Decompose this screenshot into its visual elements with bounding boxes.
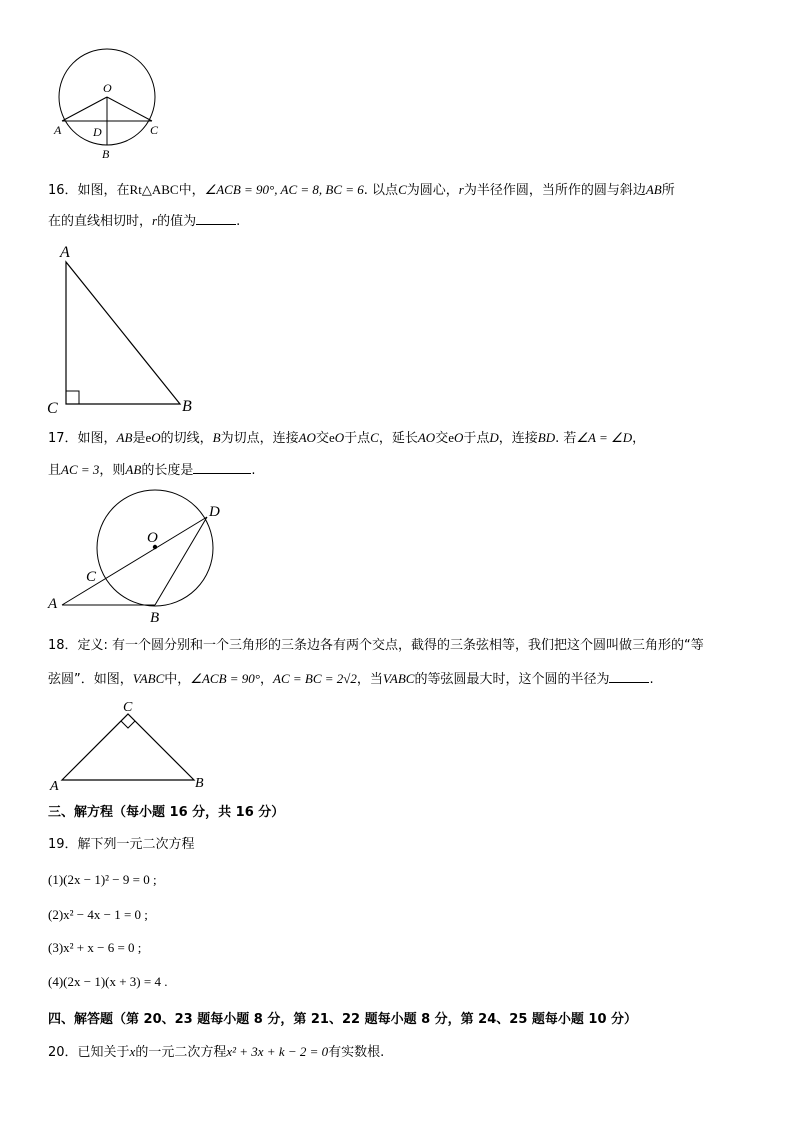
label-a: A xyxy=(48,596,58,612)
q19-eq1: (1)(2x − 1)² − 9 = 0 ; xyxy=(48,872,157,887)
label-b: B xyxy=(182,398,192,415)
label-a: A xyxy=(60,244,70,261)
label-o: O xyxy=(103,81,112,95)
section-3-heading: 三、解方程（每小题 16 分，共 16 分） xyxy=(48,805,285,820)
label-d: D xyxy=(209,504,220,520)
q19-eq4: (4)(2x − 1)(x + 3) = 4 . xyxy=(48,974,168,989)
q19-eq2: (2)x² − 4x − 1 = 0 ; xyxy=(48,907,148,922)
label-b: B xyxy=(102,147,110,161)
label-c: C xyxy=(123,700,133,715)
triangle-abc xyxy=(62,714,194,780)
label-a: A xyxy=(54,123,62,137)
q16-line2: 在的直线相切时，r的值为 . xyxy=(48,210,240,232)
label-b: B xyxy=(150,610,160,626)
right-angle-mark xyxy=(121,721,135,728)
label-a: A xyxy=(50,779,59,794)
q17-line2: 且AC = 3，则AB的长度是 . xyxy=(48,459,255,481)
q18-line2: 弦圆”．如图，VABC中，∠ACB = 90°，AC = BC = 2√2，当VABC的等弦圆最大时，这个圆的半径为 . xyxy=(48,668,654,690)
label-d: D xyxy=(93,125,102,139)
q16-line1: 16．如图，在Rt△ABC中，∠ACB = 90°, AC = 8, BC = 6. 以点C为圆心，r为半径作圆，当所作的圆与斜边AB所 xyxy=(48,182,675,198)
q18-line1: 18．定义: 有一个圆分别和一个三角形的三条边各有两个交点，截得的三条弦相等，我们把这个圆叫做三角形的“等 xyxy=(48,638,704,653)
label-o: O xyxy=(147,530,158,546)
q20-line1: 20．已知关于x的一元二次方程x² + 3x + k − 2 = 0有实数根. xyxy=(48,1044,385,1060)
section-4-heading: 四、解答题（第 20、23 题每小题 8 分，第 21、22 题每小题 8 分，第 24、25 题每小题 10 分） xyxy=(48,1012,638,1027)
q17-line1: 17．如图，AB是eO的切线，B为切点，连接AO交eO于点C，延长AO交eO于点D，连接BD. 若∠A = ∠D， xyxy=(48,430,646,446)
q19-eq3: (3)x² + x − 6 = 0 ; xyxy=(48,940,142,955)
q19-title: 19．解下列一元二次方程 xyxy=(48,837,195,852)
label-c: C xyxy=(47,400,58,417)
label-c: C xyxy=(86,569,97,585)
label-c: C xyxy=(150,123,159,137)
label-b: B xyxy=(195,776,204,791)
